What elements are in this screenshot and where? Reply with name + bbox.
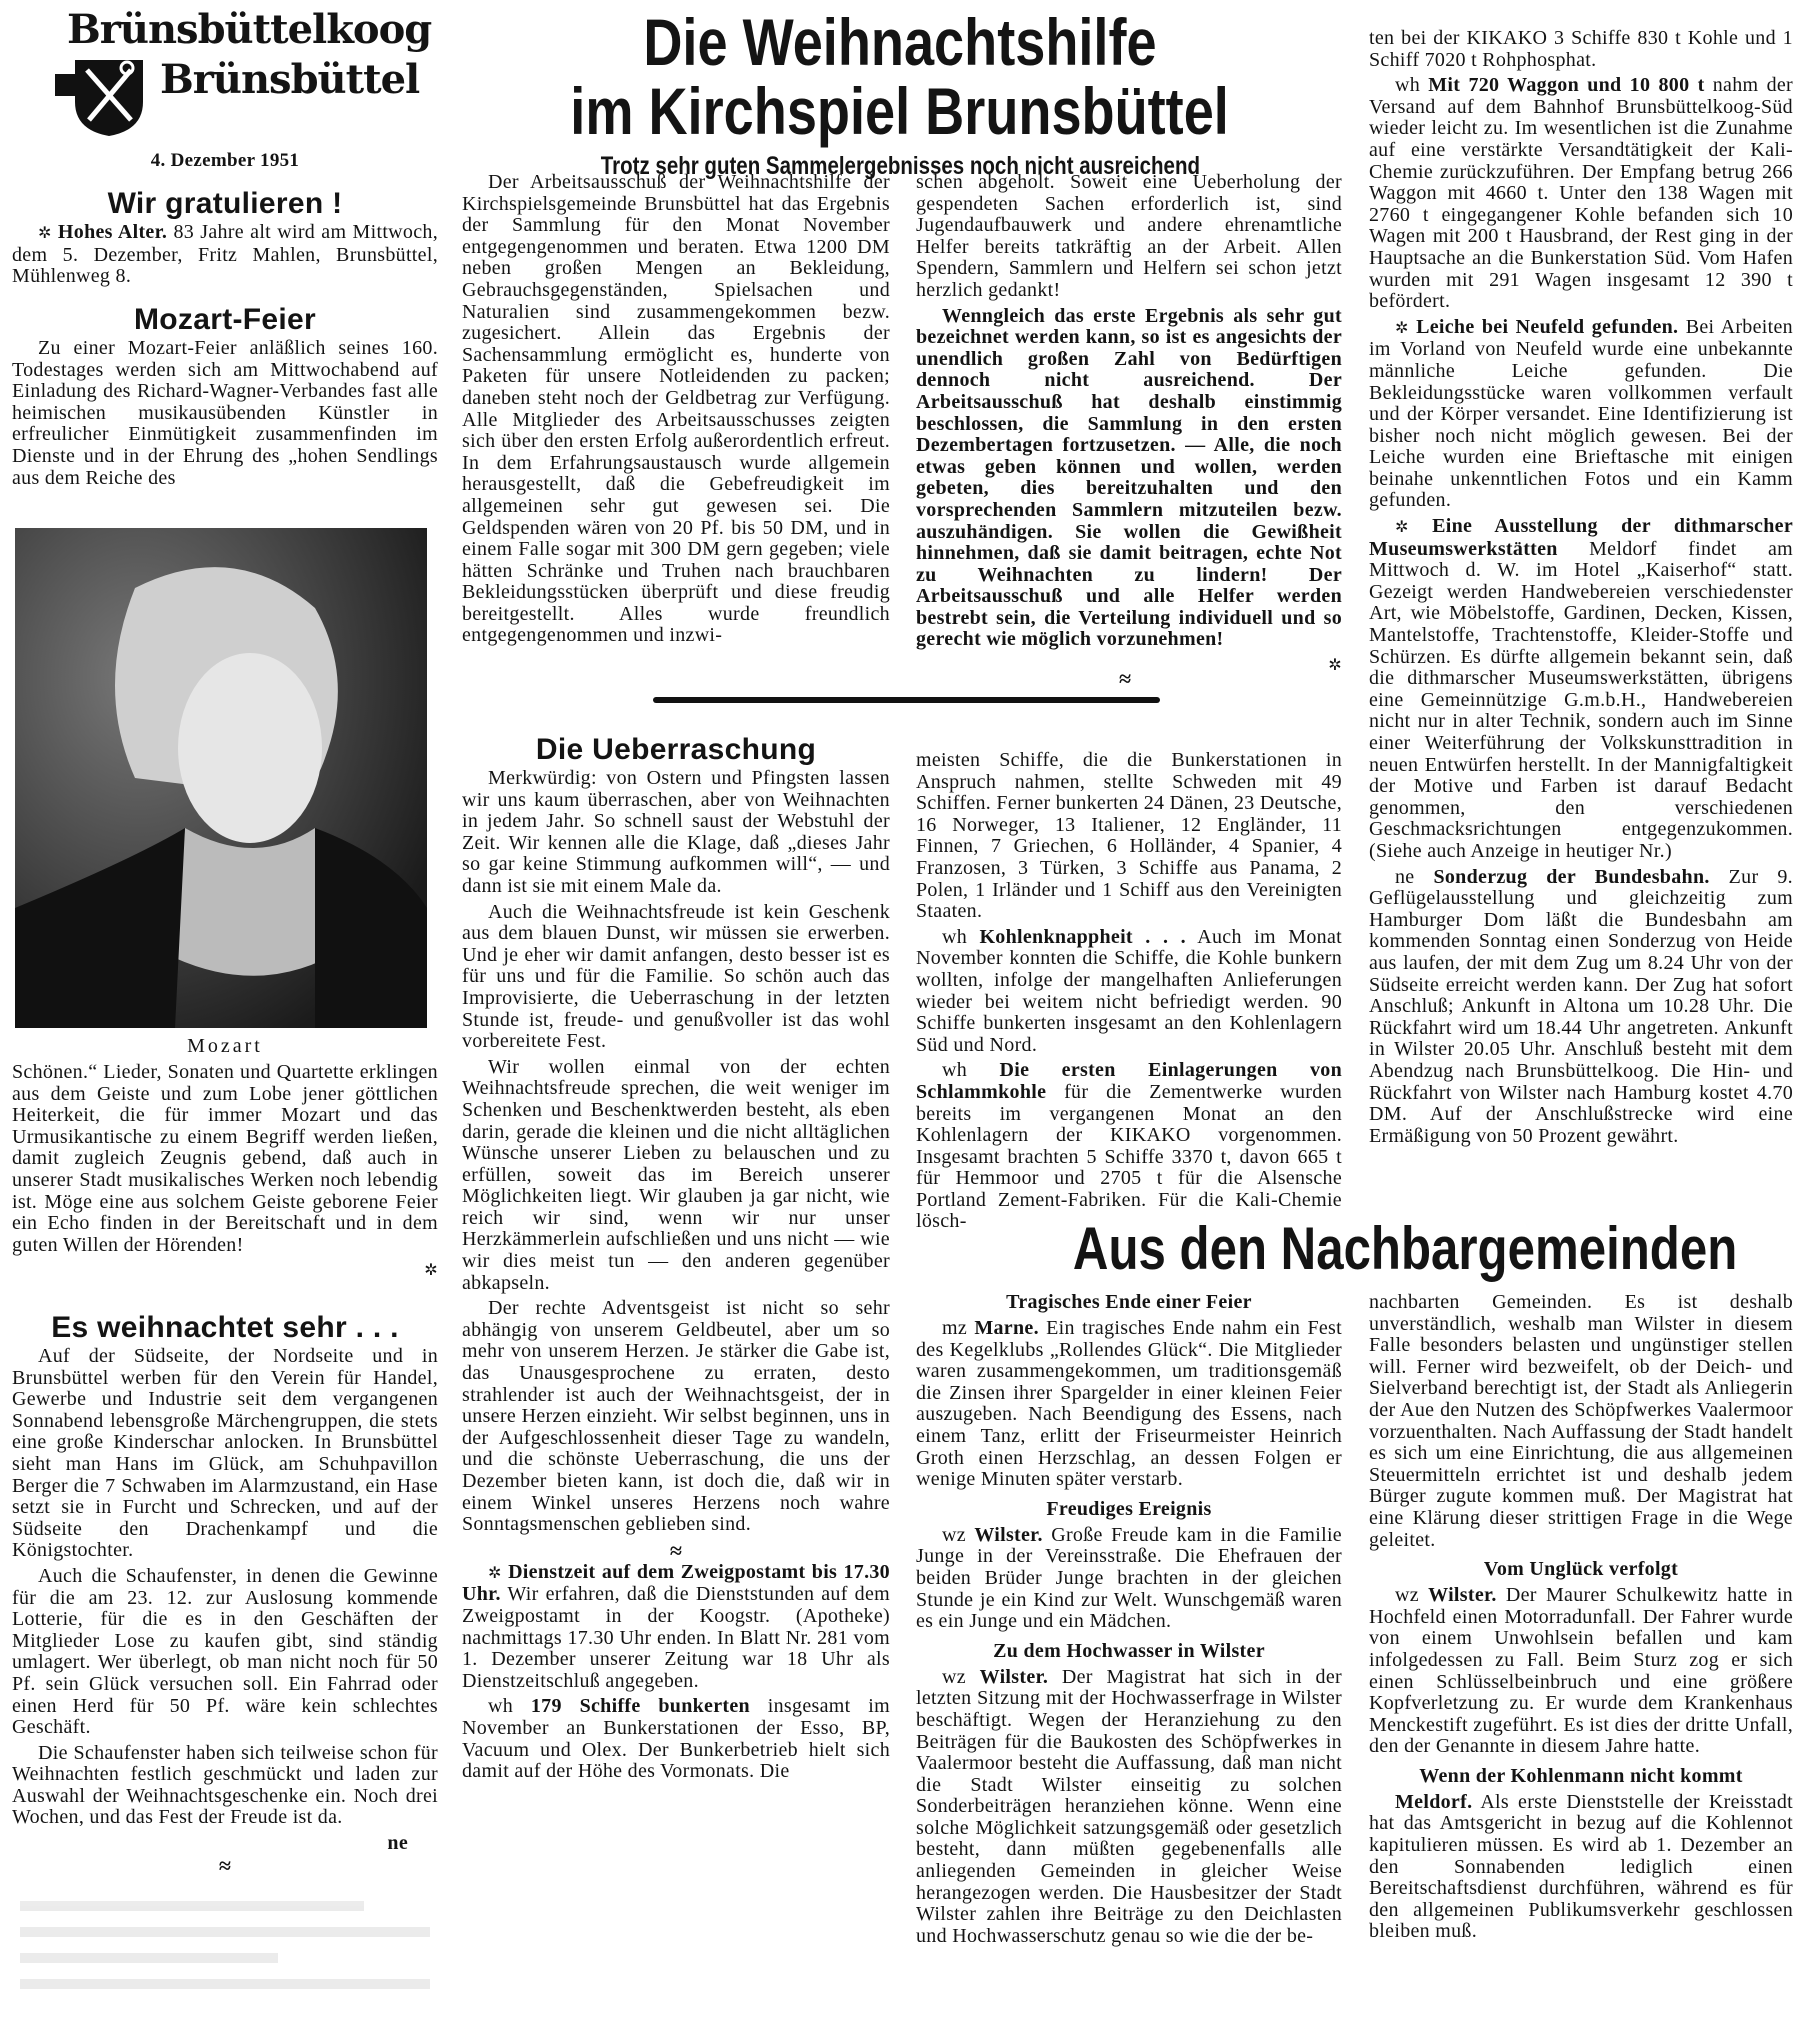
article-ueberraschung: [462, 732, 890, 1787]
news-sonderzug: [1369, 867, 1793, 1148]
nachbar-col3: [916, 1284, 1342, 1951]
divider-icon: ≈: [218, 1852, 232, 1878]
news-ereignis: [916, 1525, 1342, 1633]
author-initials: wh: [942, 1059, 1000, 1082]
news-unglueck: [1369, 1585, 1793, 1758]
body-text: Als erste Dienststelle der Kreisstadt hat das Amtsgericht in bezug auf die Kohlennot kapitulieren müssen. Es wird ab 1. Dezember an den Sonnabenden lediglich einen Bereitschaftsdienst durchführen, während es für den allgemeinen Publikumsverkehr geschlossen bleiben muß.: [1369, 1790, 1793, 1943]
logo-line-2: Brünsbüttel: [160, 56, 420, 103]
paragraph: Wir wollen einmal von der echten Weihnachtsfreude sprechen, die weit weniger im Schenken und Beschenktwerden besteht, als eben darin, gerade die kleinen und die nicht alltäglichen Wünsche unserer Lieben zu belauschen und zu erfüllen, soweit das im Bereich unserer Möglichkeiten liegt. Wir glauben ja gar nicht, wie reich wir sind, wenn wir nur unser Herzkämmerlein aufschließen und uns nicht — wie wir dies meist tun — den anderen gegenüber abkapseln.: [462, 1055, 890, 1294]
author-initials: wh: [1395, 74, 1429, 97]
paragraph: Schönen.“ Lieder, Sonaten und Quartette erklingen aus dem Geiste und zum Lobe jener göttlichen Heiterkeit, die für immer Mozart und das Urmusikantische zu einem Begriff werden ließen, damit zugleich Zeugnis gebend, daß auch in unserer Stadt musikalisches Werken noch lebendig ist. Möge eine aus solchem Geiste geborene Feier ein Echo finden in der Bereitschaft und in dem guten Willen der Hörenden!: [12, 1061, 438, 1256]
heading-feier: Tragisches Ende einer Feier: [1006, 1291, 1252, 1313]
lead-bold: Die ersten Einlagerungen von Schlammkohle: [916, 1059, 1342, 1103]
body-text: Die Schaufenster haben sich teilweise schon für Weihnachten festlich geschmückt und laden zur Auswahl der Weihnachtsgeschenke ein. Noch drei Wochen, und das Fest der Freude ist da.: [12, 1741, 438, 1829]
article-es-weihnachtet: [12, 1310, 438, 1877]
lead-bold: Dienstzeit auf dem Zweigpostamt bis 17.30 Uhr.: [462, 1560, 890, 1606]
heading-unglueck: Vom Unglück verfolgt: [1483, 1558, 1679, 1581]
star-icon: ✲: [424, 1262, 438, 1280]
star-icon: ✲: [1395, 319, 1409, 337]
lead-bold: Kohlenknappheit . . .: [979, 925, 1186, 948]
mozart-portrait-image: [15, 528, 427, 1028]
subheadline: Trotz sehr guten Sammelergebnisses noch nicht ausreichend: [600, 152, 1200, 180]
body-text: 83 Jahre alt wird am Mittwoch, dem 5. Dezember, Fritz Mahlen, Brunsbüttel, Mühlenweg 8.: [12, 221, 438, 288]
paragraph: Auf der Südseite, der Nordseite und in Brunsbüttel werben für den Verein für Handel, Gewerbe und Industrie seit dem vergangenen Sonnabend lebensgroße Märchengruppen, die stets eine große Kinderschar anlocken. In Brunsbüttel sieht man Hans im Glück, am Schuhpavillon Berger die 7 Schwaben im Alarmzustand, ein Hase setzt sie in Furcht und Schrecken, und auf der Südseite den Drachenkampf und die Königstochter.: [12, 1345, 438, 1562]
body-text: Große Freude kam in die Familie Junge in der Vereinsstraße. Die Ehefrauen der beiden Brüder Junge brachten in der gleichen Stunde je ein Kind zur Welt. Wunschgemäß waren es ein Junge und ein Mädchen.: [916, 1523, 1342, 1633]
local-news-col4: [1369, 28, 1793, 1151]
coat-of-arms-icon: [55, 54, 160, 138]
heading-hochwasser: Zu dem Hochwasser in Wilster: [993, 1639, 1265, 1662]
portrait-icon: [15, 528, 427, 1028]
article-mozart-continued: [12, 1062, 438, 1282]
lead-bold: Eine Ausstellung der dithmarscher Museumswerkstätten: [1369, 515, 1793, 560]
article-weihnachtshilfe-continued: [916, 172, 1342, 677]
body-text: Bei Arbeiten im Vorland von Neufeld wurde eine unbekannte männliche Leiche gefunden. Die Bekleidungsstücke waren vollkommen verfault und der Körper versandet. Eine Identifizierung ist bisher noch nicht möglich gewesen. Bei der Leiche wurden eine Brieftasche mit einigen beinahe unkenntlichen Fotos und ein Kamm gefunden.: [1369, 315, 1793, 512]
author-initials: wz: [942, 1523, 975, 1546]
body-text: nahm der Versand auf dem Bahnhof Brunsbüttelkoog-Süd wieder leicht zu. Im wesentlichen ist die Zunahme auf eine verstärkte Versandtätigkeit der Kali-Chemie zurückzuführen. Der Empfang betrug 266 Waggon mit 4660 t. Unter den 138 Wagen mit 2760 t eingegangener Kohle befanden sich 10 Wagen mit 200 t Hausbrand, der Rest ging in der Hauptsache an die Bunkerstation Süd. Vom Hafen wurden mit 291 Wagen insgesamt 12 390 t befördert.: [1369, 74, 1794, 313]
section-heading-nachbargemeinden: [1000, 1215, 1738, 1282]
news-kohlenmann: [1369, 1792, 1793, 1943]
author-initials: wz: [1395, 1584, 1429, 1607]
place-bold: Marne.: [974, 1317, 1039, 1339]
body-text: Auch im Monat November konnten die Schiffe, die Kohle bunkern wollten, infolge der mangelhaften Anlieferungen wieder bei weitem nicht befriedigt werden. 90 Schiffe bunkerten insgesamt an den Kohlenlagern Süd und Nord.: [916, 925, 1342, 1056]
place-bold: Meldorf.: [1395, 1790, 1473, 1813]
section-rule: [653, 697, 1160, 703]
heading-ueberraschung: Die Ueberraschung: [535, 733, 817, 766]
news-waggon: [1369, 75, 1793, 313]
body-text: insgesamt im November an Bunkerstationen der Esso, BP, Vacuum und Olex. Der Bunkerbetrieb hielt sich damit auf der Höhe des Vormonats. Die: [462, 1695, 890, 1783]
news-kohlen: [916, 927, 1342, 1057]
lead-bold: Mit 720 Waggon und 10 800 t: [1428, 74, 1705, 97]
lead-bold: 179 Schiffe bunkerten: [530, 1695, 750, 1718]
lead-bold: Hohes Alter.: [57, 221, 168, 243]
paragraph: nachbarten Gemeinden. Es ist deshalb unverständlich, weshalb man Wilster in diesem Falle besonders belasten und ungünstiger stellen will. Ferner wird bezweifelt, ob der Deich- und Sielverband berechtigt ist, der Stadt als Anliegerin der Aue den Nutzen des Schöpfwerkes Vaalermoor vorzuenthalten. Nach Auffassung der Stadt handelt es sich um eine Einrichtung, die aus allgemeinen Steuermitteln errichtet ist und deshalb jedem Bürger zugute kommen muß. Der Magistrat hat eine Klärung dieser strittigen Frage in die Wege geleitet.: [1369, 1291, 1793, 1551]
heading-mozart: Mozart-Feier: [134, 303, 316, 336]
paragraph: [12, 1743, 438, 1829]
portrait-caption: Mozart: [187, 1035, 263, 1057]
paragraph-bold: Wenngleich das erste Ergebnis als sehr gut bezeichnet werden kann, so ist es angesichts der unendlich großen Zahl von Bedürftigen dennoch nicht ausreichend. Der Arbeitsausschuß hat deshalb einstimmig beschlossen, die Sammlung in den ersten Dezembertagen fortzusetzen. — Alle, die noch etwas geben können und wollen, werden gebeten, dies bereitzuhalten und den vorsprechenden Sammlern mitzuteilen bezw. auszuhändigen. Sie wollen die Gewißheit hinnehmen, daß sie damit beitragen, echte Not zu Weihnachten zu lindern! Der Arbeitsausschuß und alle Helfer werden bestrebt sein, die Verteilung individuell und so gerecht wie möglich vorzunehmen!: [916, 304, 1342, 651]
news-schlammkohle: [916, 1060, 1342, 1233]
body-text: Der Maurer Schulkewitz hatte in Hochfeld einen Motorradunfall. Der Fahrer wurde von einem Unwohlsein befallen und kam infolgedessen zu Fall. Beim Sturz zog er sich einen Schlüsselbeinbruch und eine größere Kopfverletzung zu. Er wurde dem Krankenhaus Menckestift zugeführt. Es ist dies der dritte Unfall, den der Genannte in diesem Jahre hatte.: [1369, 1584, 1793, 1758]
logo-line-1: Brünsbüttelkoog: [67, 6, 432, 53]
section-heading-text: Aus den Nachbargemeinden: [1072, 1215, 1738, 1282]
heading-es-weihnachtet: Es weihnachtet sehr . . .: [51, 1311, 399, 1344]
body-text: Zur 9. Geflügelausstellung und gleichzeitig zum Hamburger Dom läßt die Bundesbahn am kommenden Sonntag einen Sonderzug von Heide aus laufen, der mit dem Zug um 8.24 Uhr von der Südseite erreicht werden kann. Der Zug hat sofort Anschluß; Ankunft in Altona um 10.28 Uhr. Die Rückfahrt wird um 18.44 Uhr angetreten. Ankunft in Wilster 20.05 Uhr. Anschluß besteht mit dem Abendzug nach Brunsbüttelkoog. Die Hin- und Rückfahrt von Wilster nach Hamburg kostet 4.70 DM. Auf der Anschlußstrecke wird eine Ermäßigung von 50 Prozent gewährt.: [1369, 865, 1793, 1147]
article-gratulation: [12, 186, 438, 292]
paragraph: schen abgeholt. Soweit eine Ueberholung der gespendeten Sachen erforderlich ist, sind Jugendaufbauwerk und andere ehrenamtliche Helfer bereits tatkräftig an der Arbeit. Allen Spendern, Sammlern und Helfern sei schon jetzt herzlich gedankt!: [916, 171, 1342, 301]
paragraph: Merkwürdig: von Ostern und Pfingsten lassen wir uns kaum überraschen, aber von Weihnachten in jedem Jahr. So schnell saust der Webstuhl der Zeit. Wir kennen alle die Klage, daß „dieses Jahr so gar keine Stimmung aufkommen will“, — und dann ist sie mit einem Male da.: [462, 767, 890, 897]
paragraph: Auch die Schaufenster, in denen die Gewinne für die am 23. 12. zur Auslosung kommende Lotterie, für die es in den Geschäften der Mitglieder Lose zu kaufen gibt, sind ständig umlagert. Wer überlegt, ob man nicht noch für 50 Pf. sein Glück versuchen soll. Ein Fahrrad oder einen Herd für 50 Pf. wäre kein schlechtes Geschäft.: [12, 1564, 438, 1739]
issue-date: 4. Dezember 1951: [150, 150, 300, 171]
news-feier: [916, 1318, 1342, 1491]
body-text: für die Zementwerke wurden bereits im vergangenen Monat an den Kohlenlagern der KIKAKO vorgenommen. Insgesamt brachten 5 Schiffe 3370 t, davon 665 t für Hemmoor und 2705 t für die Alsensche Portland Zement-Fabriken. Für die Kali-Chemie lösch-: [916, 1080, 1342, 1233]
body-text: Meldorf findet am Mittwoch d. W. im Hotel „Kaiserhof“ statt. Gezeigt werden Handwebereien verschiedenster Art, wie Möbelstoffe, Gardinen, Decken, Kissen, Mantelstoffe, Trachtenstoffe, Kleider-Stoffe und Schürzen. Es dürfte allgemein bekannt sein, daß die dithmarscher Museumswerkstätten, übrigens eine Gemeinnützige G.m.b.H., Handwebereien nicht nur in alter Technik, sondern auch im Sinne einer Weiterführung der Volkskunsttradition in neuen Entwürfen herstellt. In der Mannigfaltigkeit der Motive und Farben ist darauf Bedacht genommen, den verschiedenen Geschmacksrichtungen entgegenzukommen. (Siehe auch Anzeige in heutiger Nr.): [1369, 537, 1793, 862]
author-initials: wh: [488, 1695, 531, 1718]
place-bold: Wilster.: [1428, 1584, 1497, 1607]
article-mozart: [12, 302, 438, 493]
news-schiffe: [462, 1696, 890, 1782]
author-initials: mz: [942, 1317, 975, 1339]
body-text: Wir erfahren, daß die Dienststunden auf dem Zweigpostamt in der Koogstr. (Apotheke) nachmittags 17.30 Uhr enden. In Blatt Nr. 281 vom 1. Dezember unserer Zeitung war 18 Uhr als Dienstzeitschluß angegeben.: [462, 1583, 890, 1692]
paragraph: Auch die Weihnachtsfreude ist kein Geschenk aus dem blauen Dunst, wir müssen sie erwerben. Und je eher wir damit anfangen, desto besser ist es für uns und für die Familie. So schön auch das Improvisierte, die Ueberraschung in der letzten Stunde ist, freude- und genußvoller ist das wohl vorbereitete Fest.: [462, 900, 890, 1053]
heading-ereignis: Freudiges Ereignis: [1046, 1497, 1212, 1520]
divider-icon: ≈: [669, 1537, 683, 1563]
star-icon: ✲: [38, 225, 52, 242]
news-postamt: [462, 1562, 890, 1693]
paragraph: Zu einer Mozart-Feier anläßlich seines 160. Todestages werden sich am Mittwochabend auf Einladung des Richard-Wagner-Verbandes fast alle heimischen musikausübenden Künstler in erfreulicher Einmütigkeit zusammenfinden im Dienste und in der Ehrung des „hohen Sendlings aus dem Reiche des: [12, 337, 438, 489]
place-bold: Wilster.: [974, 1523, 1043, 1546]
news-ausstellung: [1369, 516, 1793, 863]
headline-line-1: Die Weihnachtshilfe: [643, 5, 1157, 79]
body-text: Ein tragisches Ende nahm ein Fest des Kegelklubs „Rollendes Glück“. Die Mitglieder waren zusammengekommen, um traditionsgemäß die Zinsen ihrer Spargelder in einer kleinen Feier auszugeben. Nach Beendigung des Essens, nach einem Tanz, erlitt der Friseurmeister Heinrich Groth einen Herzschlag, an dessen Folgen er wenige Minuten später verstarb.: [916, 1317, 1342, 1491]
divider-icon: ≈: [1118, 666, 1132, 691]
news-hochwasser: [916, 1667, 1342, 1948]
lead-bold: Leiche bei Neufeld gefunden.: [1416, 315, 1679, 338]
news-leiche: [1369, 317, 1793, 512]
star-icon: ✲: [1328, 657, 1342, 675]
local-news-col3: [916, 750, 1342, 1237]
lead-bold: Sonderzug der Bundesbahn.: [1433, 865, 1710, 888]
heading-gratulation: Wir gratulieren !: [107, 187, 343, 220]
masthead-logo: [55, 6, 432, 138]
author-initials: ne: [1395, 865, 1434, 888]
star-icon: ✲: [1395, 519, 1409, 537]
paragraph: Der rechte Adventsgeist ist nicht so sehr abhängig von unserem Geldbeutel, aber um so mehr von unserem Herzen. Je stärker die Gabe ist, das Unausgesprochene zu erraten, desto strahlender ist auch der Weihnachtsgeist, der in unsere Herzen einzieht. Wir selbst beginnen, uns in der Aufgeschlossenheit dieser Tage zu wandeln, und die schönste Ueberraschung, die uns der Dezember bieten kann, ist doch die, daß wir in einem Winkel unseres Herzens noch wahre Sonntagsmenschen geblieben sind.: [462, 1297, 890, 1536]
place-bold: Wilster.: [979, 1665, 1049, 1688]
author-initials: wh: [942, 925, 980, 948]
headline-line-2: im Kirchspiel Brunsbüttel: [570, 74, 1230, 148]
paragraph: ten bei der KIKAKO 3 Schiffe 830 t Kohle und 1 Schiff 7020 t Rohphosphat.: [1369, 27, 1793, 71]
star-icon: ✲: [488, 1564, 502, 1582]
author-initials: ne: [387, 1832, 408, 1855]
article-weihnachtshilfe: [462, 172, 890, 651]
author-initials: wz: [942, 1665, 980, 1688]
paragraph: meisten Schiffe, die die Bunkerstationen in Anspruch nahmen, stellte Schweden mit 49 Schiffen. Ferner bunkerten 24 Dänen, 23 Deutsche, 16 Norweger, 13 Italiener, 12 Engländer, 11 Finnen, 7 Griechen, 6 Holländer, 4 Spanier, 4 Franzosen, 3 Türken, 3 Schiffe aus Panama, 2 Polen, 1 Irländer und 1 Schiff aus den Vereinigten Staaten.: [916, 749, 1342, 923]
heading-kohlenmann: Wenn der Kohlenmann nicht kommt: [1419, 1764, 1743, 1787]
body-text: Der Magistrat hat sich in der letzten Sitzung mit der Hochwasserfrage in Wilster beschäftigt. Wegen der Heranziehung zu den Beiträgen für die Baukosten des Schöpfwerkes in Vaalermoor besteht die Auffassung, daß man nicht die Stadt Wilster einseitig zu solchen Sonderbeiträgen heranziehen könne. Wenn eine solche Möglichkeit satzungsgemäß oder gesetzlich besteht, dann müßten gegebenenfalls alle anliegenden Gemeinden in gleicher Weise herangezogen werden. Die Hausbesitzer der Stadt Wilster zahlen ihre Beiträge zu den Deichlasten und Hochwasserschutz genau so wie die der be-: [916, 1665, 1342, 1947]
faded-show-through: [10, 1885, 440, 2005]
paragraph: Der Arbeitsausschuß der Weihnachtshilfe der Kirchspielsgemeinde Brunsbüttel hat das Ergebnis der Sammlung für den Monat November entgegengenommen und beraten. Etwa 1200 DM neben großen Mengen an Bekleidung, Gebrauchsgegenständen, Spielsachen und Naturalien sind zusammengekommen bezw. zugesichert. Allein das Ergebnis der Sachensammlung ermöglicht es, hunderte von Paketen für unsere Notleidenden zu packen; daneben steht noch der Geldbetrag zur Verfügung. Alle Mitglieder des Arbeitsausschusses zeigten sich über den ersten Erfolg außerordentlich erfreut. In dem Erfahrungsaustausch wurde allgemein herausgestellt, daß die Gebefreudigkeit im allgemeinen sehr gut gewesen sei. Die Geldspenden wären von 20 Pf. bis 50 DM, und in einem Falle sogar mit 300 DM gern gegeben; viele hätten Schränke und Truhen nach brauchbaren Bekleidungsstücken überprüft und diese freudig bereitgestellt. Alles wurde freundlich entgegengenommen und inzwi-: [462, 171, 890, 647]
paragraph: [12, 222, 438, 288]
main-headline: [460, 5, 1340, 182]
nachbar-col4: [1369, 1292, 1793, 1947]
